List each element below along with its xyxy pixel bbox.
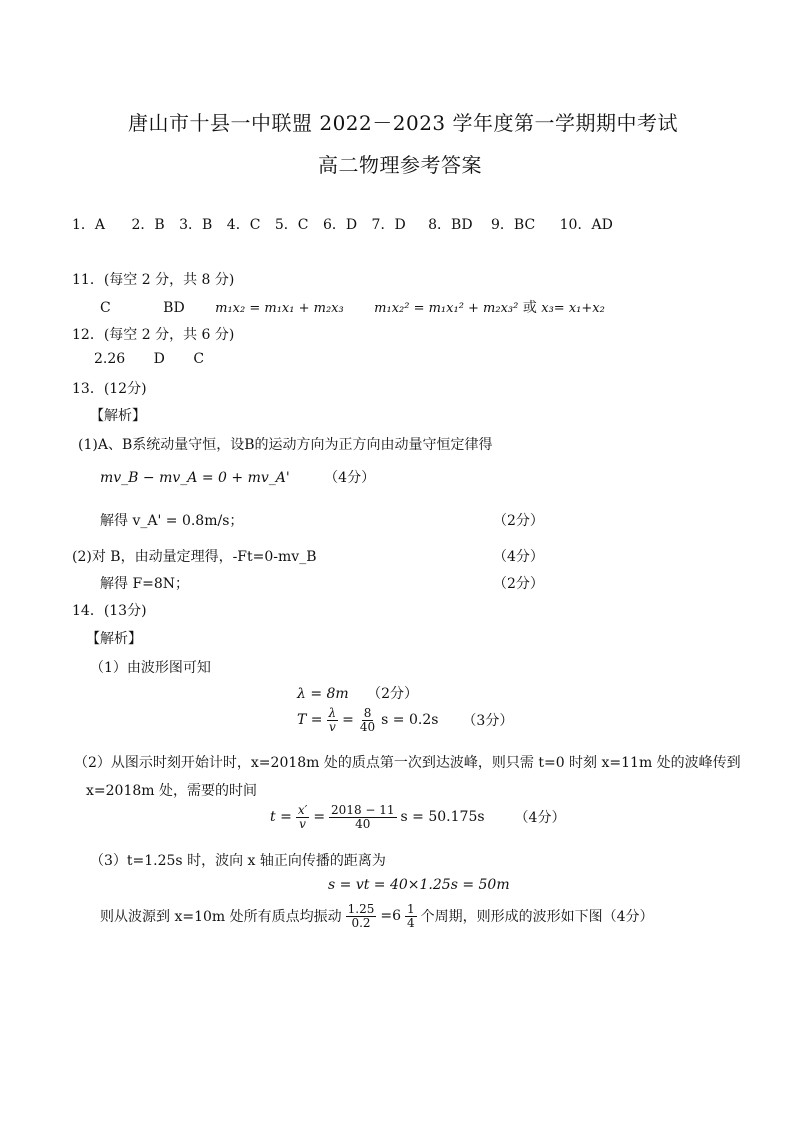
choice-answer: 3．B — [179, 217, 213, 233]
q14-final-text-b: 个周期，则形成的波形如下图（4分） — [420, 909, 654, 926]
choice-answer: 6．D — [322, 217, 358, 233]
choice-answer: 2．B — [131, 217, 165, 233]
q14-heading: 14．(13分) — [72, 603, 147, 619]
q14-period-lhs: T = — [297, 712, 323, 729]
q14-period-fraction-2-num: 8 — [363, 706, 372, 720]
q13-part2-result-score: （2分） — [493, 576, 544, 592]
choice-answer: 5．C — [274, 217, 309, 233]
q14-final-mixed-num: 1 — [406, 902, 415, 916]
q14-period-row — [297, 707, 513, 733]
q14-final-row — [100, 903, 654, 929]
choice-answers-row — [72, 214, 613, 234]
q14-part2-text-b: x=2018m 处，需要的时间 — [86, 783, 257, 799]
q11-answers — [100, 297, 605, 317]
q14-period-mid: = — [342, 712, 354, 729]
q13-part1-equation-row — [100, 467, 375, 487]
q14-part1-text: （1）由波形图可知 — [90, 660, 211, 676]
q12-answer-1: 2.26 — [94, 351, 126, 367]
q13-part1-text: (1)A、B系统动量守恒，设B的运动方向为正方向由动量守恒定律得 — [78, 437, 493, 453]
q13-part1-result: 解得 v_A' = 0.8m/s； — [100, 513, 244, 529]
q11-equation-1: m₁x₂ = m₁x₁ + m₂x₃ — [215, 301, 344, 316]
q14-final-mixed-den: 4 — [406, 915, 415, 930]
q14-analysis-label: 【解析】 — [86, 631, 142, 647]
q14-period-fraction-den: v — [328, 719, 336, 734]
q13-part2-result: 解得 F=8N； — [100, 576, 190, 592]
choice-answer: 8．BD — [428, 217, 473, 233]
q11-answer-1: C — [100, 300, 111, 316]
q13-part1-result-score: （2分） — [493, 513, 544, 529]
q14-time-fraction-2-den: 40 — [355, 816, 371, 831]
q14-time-lhs: t = — [270, 809, 292, 826]
page-title-line2: 高二物理参考答案 — [318, 153, 482, 177]
q14-time-score: （4分） — [514, 810, 566, 827]
q14-part3-text: （3）t=1.25s 时，波向 x 轴正向传播的距离为 — [90, 853, 386, 869]
q14-final-fraction-den: 0.2 — [351, 915, 371, 930]
q13-part1-score: （4分） — [324, 470, 376, 486]
q12-answer-3: C — [193, 351, 205, 367]
q14-time-rhs: s = 50.175s — [400, 809, 485, 826]
q14-period-fraction-num: λ — [328, 706, 337, 720]
q14-time-mid: = — [313, 809, 326, 826]
q14-final-mid: =6 — [380, 908, 401, 925]
q14-final-mixed-fraction — [405, 903, 417, 929]
q11-answer-2: BD — [163, 300, 185, 316]
q14-wavelength-row — [297, 683, 418, 703]
q14-part2-text-a: （2）从图示时刻开始计时，x=2018m 处的质点第一次到达波峰，则只需 t=0 时刻 x=11m 处的波峰传到 — [74, 755, 741, 771]
q12-answer-2: D — [153, 351, 165, 367]
q13-heading: 13．(12分) — [72, 381, 147, 397]
q14-period-fraction — [327, 707, 339, 733]
q14-time-fraction-den: v — [299, 816, 306, 831]
q14-time-fraction-2-num: 2018 − 11 — [331, 803, 395, 817]
q12-answers — [94, 351, 204, 367]
q13-part2-score: （4分） — [493, 549, 544, 565]
q11-equation-2: m₁x₂² = m₁x₁² + m₂x₃² — [374, 301, 519, 316]
q14-period-score: （3分） — [462, 713, 514, 730]
page-title-line1: 唐山市十县一中联盟 2022－2023 学年度第一学期期中考试 — [128, 111, 679, 135]
q12-heading: 12．(每空 2 分，共 6 分) — [72, 327, 235, 343]
q14-period-fraction-2 — [358, 707, 377, 733]
choice-answer: 1．A — [72, 217, 106, 233]
q14-wavelength-equation: λ = 8m — [297, 686, 349, 702]
q14-final-text-a: 则从波源到 x=10m 处所有质点均振动 — [100, 909, 342, 926]
choice-answer: 7．D — [371, 217, 406, 233]
q11-heading: 11．(每空 2 分，共 8 分) — [72, 272, 235, 288]
q14-time-row — [270, 804, 565, 830]
q14-wavelength-score: （2分） — [367, 686, 419, 702]
q14-time-fraction — [296, 804, 310, 830]
q11-equation-3: x₃= x₁+x₂ — [541, 301, 605, 316]
choice-answer: 4．C — [226, 217, 261, 233]
q13-momentum-equation: mv_B − mv_A = 0 + mv_A' — [100, 470, 290, 486]
q14-final-fraction — [346, 903, 377, 929]
choice-answer: 10．AD — [559, 217, 613, 233]
q11-or: 或 — [522, 300, 537, 316]
q14-final-fraction-num: 1.25 — [347, 902, 375, 916]
q14-period-fraction-2-den: 40 — [359, 719, 376, 734]
q14-period-rhs: s = 0.2s — [381, 712, 439, 729]
q14-time-fraction-num: x′ — [297, 803, 308, 817]
q14-time-fraction-2 — [329, 804, 397, 830]
q13-analysis-label: 【解析】 — [90, 408, 146, 424]
q14-distance-equation: s = vt = 40×1.25s = 50m — [328, 877, 510, 893]
choice-answer: 9．BC — [491, 217, 536, 233]
q13-part2-text: (2)对 B，由动量定理得，-Ft=0-mv_B — [72, 549, 317, 565]
